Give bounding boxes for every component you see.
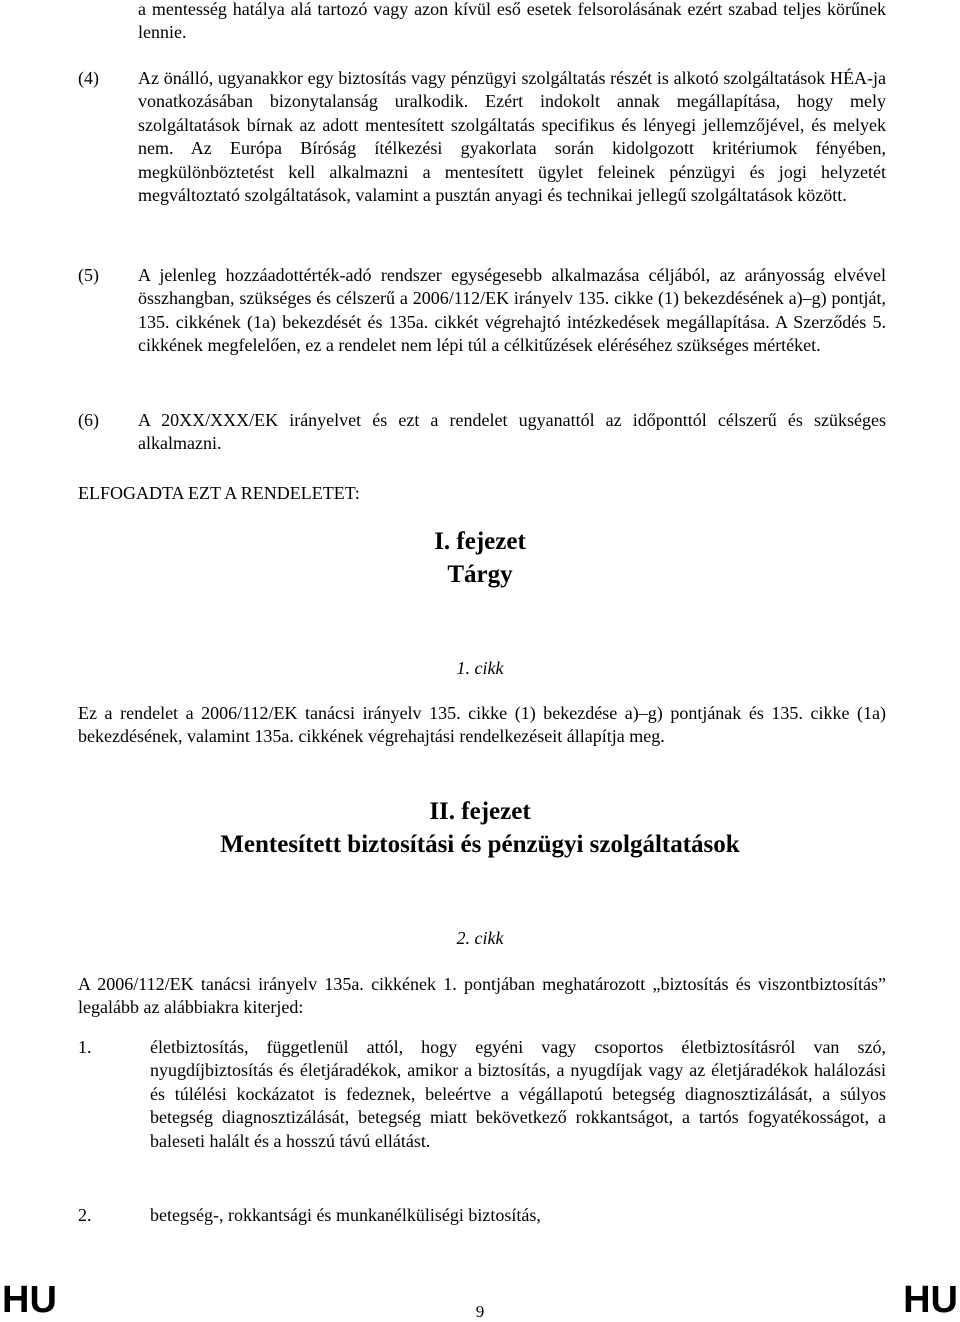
article-1-text: Ez a rendelet a 2006/112/EK tanácsi irányelv 135. cikke (1) bekezdése a)–g) pontjának és 135. cikke (1a) bekezdésének, valamint 135a. cikkének végrehajtási rendelkezéseit állapítja meg.	[78, 703, 886, 747]
continuation-paragraph: a mentesség hatálya alá tartozó vagy azon kívül eső esetek felsorolásának ezért szabad teljes körűnek lennie.	[138, 0, 886, 43]
article-2-label: 2. cikk	[456, 928, 504, 948]
adoption-statement: ELFOGADTA EZT A RENDELETET:	[78, 483, 360, 503]
recital-number: (4)	[78, 68, 99, 88]
chapter-1-subtitle: Tárgy	[447, 561, 513, 588]
article-2-intro: A 2006/112/EK tanácsi irányelv 135a. cikkének 1. pontjában meghatározott „biztosítás és viszontbiztosítás” legalább az alábbiakra kiterjed:	[78, 974, 886, 1018]
recital-text: A 20XX/XXX/EK irányelvet és ezt a rendelet ugyanattól az időponttól célszerű és szükséges alkalmazni.	[138, 410, 886, 454]
list-item-text: betegség-, rokkantsági és munkanélküliségi biztosítás,	[150, 1205, 541, 1225]
recital-number: (6)	[78, 410, 99, 430]
recital-number: (5)	[78, 265, 99, 285]
article-1-label: 1. cikk	[456, 658, 504, 678]
footer-language-left: HU	[2, 1279, 57, 1321]
page-number: 9	[475, 1302, 485, 1321]
list-item-number: 1.	[78, 1037, 92, 1057]
recital-text: A jelenleg hozzáadottérték-adó rendszer egységesebb alkalmazása céljából, az arányosság elvével összhangban, szükséges és célszerű a 2006/112/EK irányelv 135. cikke (1) bekezdésének a)–g) pontját, 135. cikkének (1a) bekezdését és 135a. cikkét végrehajtó intézkedések megállapítása. A Szerződés 5. cikkének megfelelően, ez a rendelet nem lépi túl a célkitűzések eléréséhez szükséges mértéket.	[138, 265, 886, 356]
recital-text: Az önálló, ugyanakkor egy biztosítás vagy pénzügyi szolgáltatás részét is alkotó szolgáltatások HÉA-ja vonatkozásában bizonytalanság uralkodik. Ezért indokolt annak megállapítása, hogy mely szolgáltatások bírnak az adott mentesített szolgáltatás specifikus és lényegi jellemzőjével, és melyek nem. Az Európa Bíróság ítélkezési gyakorlata során kidolgozott kritériumok fényében, megkülönböztetést kell alkalmazni a mentesített ügylet feleinek pénzügyi és jogi helyzetét megváltoztató szolgáltatások, valamint a pusztán anyagi és technikai jellegű szolgáltatások között.	[138, 68, 886, 206]
chapter-2-subtitle: Mentesített biztosítási és pénzügyi szolgáltatások	[220, 831, 740, 858]
list-item-text: életbiztosítás, függetlenül attól, hogy egyéni vagy csoportos életbiztosításról van szó, nyugdíjbiztosítás és életjáradékok, amikor a biztosítás, a nyugdíjak vagy az életjáradékok halálozási és túlélési kockázatot is fedeznek, beleértve a végállapotú betegség diagnosztizálását, a súlyos betegség diagnosztizálását, betegség miatt bekövetkező rokkantságot, a tartós fogyatékosságot, a baleseti halált és a hosszú távú ellátást.	[150, 1037, 886, 1151]
list-item-number: 2.	[78, 1205, 92, 1225]
footer-language-right: HU	[903, 1279, 958, 1321]
chapter-2-title: II. fejezet	[429, 798, 531, 825]
chapter-1-title: I. fejezet	[434, 528, 526, 555]
